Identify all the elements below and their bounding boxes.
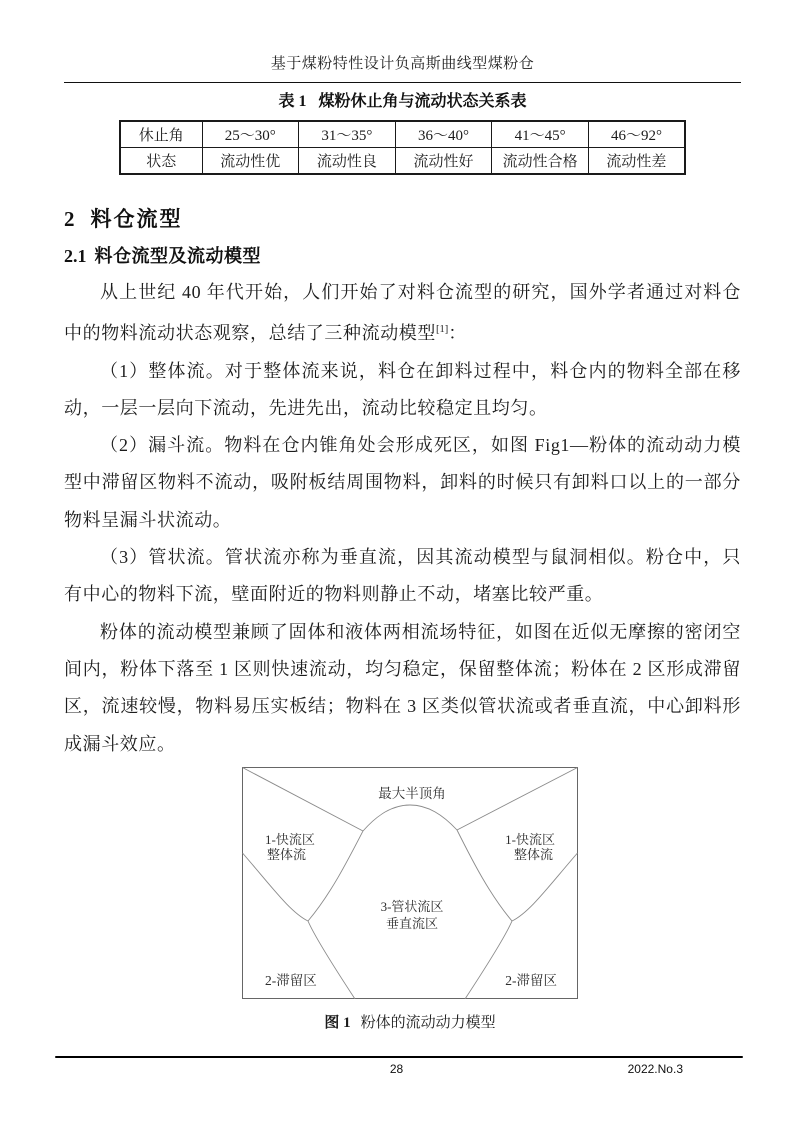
- right-stagnant-zone-curve: [512, 853, 578, 921]
- label-zone3-line2: 垂直流区: [385, 915, 439, 931]
- paragraph-text: 从上世纪 40 年代开始，人们开始了对料仓流型的研究，国外学者通过对料仓中的物料流动状态观察，总结了三种流动模型: [64, 282, 741, 344]
- header-rule: [64, 82, 741, 83]
- table-row: [120, 148, 685, 175]
- subsection-title: 料仓流型及流动模型: [94, 246, 261, 266]
- table-cell: 休止角: [120, 121, 202, 148]
- figure-caption: [242, 1014, 578, 1033]
- paragraph: （1）整体流。对于整体流来说，料仓在卸料过程中，料仓内的物料全部在移动，一层一层向下流动，先进先出，流动比较稳定且均匀。: [64, 360, 741, 418]
- label-zone1-left-line1: 1-快流区: [265, 831, 315, 847]
- figure-border: [243, 767, 578, 998]
- table-cell: 流动性合格: [492, 148, 589, 175]
- table-cell: 流动性良: [299, 148, 396, 175]
- issue-number: 2022.No.3: [627, 1062, 683, 1076]
- paragraph: （2）漏斗流。物料在仓内锥角处会形成死区，如图 Fig1—粉体的流动动力模型中滞留区物料不流动，吸附板结周围物料，卸料的时候只有卸料口以上的一部分物料呈漏斗状流动。: [64, 435, 741, 530]
- label-zone2-left: 2-滞留区: [265, 972, 317, 988]
- label-zone1-right-line1: 1-快流区: [505, 831, 555, 847]
- table-row: [120, 121, 685, 148]
- figure-1: [242, 767, 578, 1033]
- body-text: [64, 274, 741, 763]
- table-cell: 46～92°: [588, 121, 685, 148]
- label-max-half-apex-angle: 最大半顶角: [378, 785, 446, 801]
- table-cell: 31～35°: [299, 121, 396, 148]
- left-stagnant-zone-curve: [243, 853, 309, 921]
- repose-angle-table: [119, 120, 686, 175]
- table-caption: [64, 92, 741, 112]
- section-heading: [64, 206, 741, 232]
- table-cell: 流动性优: [202, 148, 299, 175]
- table-cell: 36～40°: [395, 121, 492, 148]
- paragraph: 粉体的流动模型兼顾了固体和液体两相流场特征，如图在近似无摩擦的密闭空间内，粉体下落至 1 区则快速流动，均匀稳定，保留整体流；粉体在 2 区形成滞留区，流速较慢，物料易压实板结；物料在 3 区类似管状流或者垂直流，中心卸料形成漏斗效应。: [64, 621, 741, 754]
- table-cell: 流动性差: [588, 148, 685, 175]
- label-zone2-right: 2-滞留区: [505, 972, 557, 988]
- subsection-heading: [64, 244, 741, 269]
- label-zone1-left-line2: 整体流: [267, 846, 307, 862]
- citation-ref: [1]: [436, 324, 449, 336]
- figure-caption-text: 粉体的流动动力模型: [360, 1014, 496, 1031]
- table-cell: 41～45°: [492, 121, 589, 148]
- page-number: 28: [389, 1062, 404, 1076]
- label-zone3-line1: 3-管状流区: [380, 898, 444, 914]
- footer-rule: [55, 1056, 743, 1058]
- left-apex-angle-line: [243, 767, 364, 831]
- section-number: 2: [64, 207, 75, 231]
- paragraph: （3）管状流。管状流亦称为垂直流，因其流动模型与鼠洞相似。粉仓中，只有中心的物料下流，壁面附近的物料则静止不动，堵塞比较严重。: [64, 547, 741, 605]
- label-zone1-right-line2: 整体流: [513, 846, 553, 862]
- flow-model-diagram: [242, 767, 578, 999]
- paragraph-text: ：: [448, 323, 467, 344]
- table-cell: 25～30°: [202, 121, 299, 148]
- page-content: [64, 0, 741, 1033]
- figure-caption-number: 图 1: [324, 1014, 351, 1031]
- section-title: 料仓流型: [90, 207, 183, 231]
- right-apex-angle-line: [457, 767, 578, 830]
- running-header: 基于煤粉特性设计负高斯曲线型煤粉仓: [270, 56, 535, 72]
- table-caption-text: 煤粉休止角与流动状态关系表: [318, 93, 527, 110]
- subsection-number: 2.1: [64, 246, 87, 266]
- table-cell: 状态: [120, 148, 202, 175]
- paragraph: [64, 274, 741, 353]
- table-caption-number: 表 1: [278, 93, 307, 110]
- table-cell: 流动性好: [395, 148, 492, 175]
